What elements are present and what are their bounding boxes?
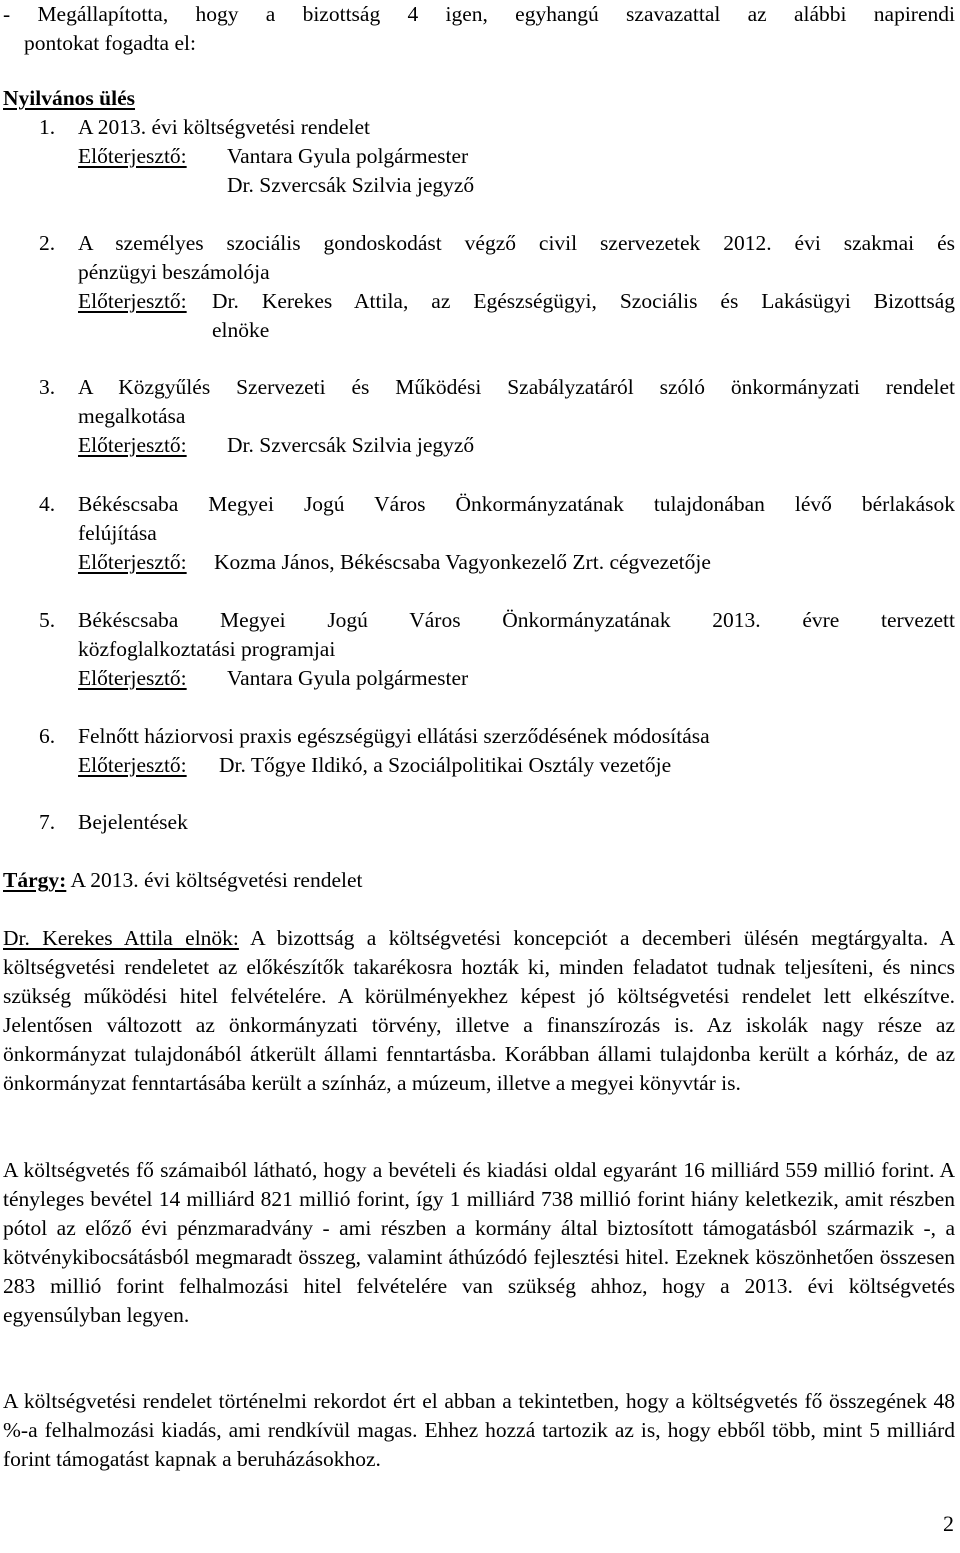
paragraph-1 bbox=[3, 924, 955, 1098]
agenda-item-4-presenter-label: Előterjesztő: bbox=[78, 550, 187, 574]
agenda-item-4-number: 4. bbox=[39, 492, 56, 516]
agenda-item-1-title: A 2013. évi költségvetési rendelet bbox=[78, 115, 370, 139]
page-number: 2 bbox=[943, 1511, 954, 1536]
agenda-item-6-number: 6. bbox=[39, 724, 56, 748]
agenda-item-3-presenter-label: Előterjesztő: bbox=[78, 433, 187, 457]
agenda-item-1-presenter-extra: Dr. Szvercsák Szilvia jegyző bbox=[227, 173, 475, 197]
paragraph-2-text: A költségvetés fő számaiból látható, hogy a bevételi és kiadási oldal egyaránt 16 milliárd 559 millió forint. A tényleges bevétel 14 milliárd 821 millió forint, így 1 milliárd 738 millió forint hiány keletkezik, amit részben pótol az előző évi pénzmaradvány - ami részben a kormány által biztosított támogatásból származik -, a kötvénykibocsátásból megmaradt összeg, valamint áthúzódó fejlesztési hitel. Ezeknek köszönhetően összesen 283 millió forint felhalmozási hitel felvételére van szükség ahhoz, hogy a 2013. évi költségvetés egyensúlyban legyen. bbox=[3, 1158, 955, 1327]
subject-label: Tárgy: bbox=[3, 868, 67, 892]
paragraph-3-text: A költségvetési rendelet történelmi rekordot ért el abban a tekintetben, hogy a költségvetés fő összegének 48 %-a felhalmozási kiadás, ami rendkívül magas. Ehhez hozzá tartozik az is, hogy ebből több, mint 5 milliárd forint támogatást kapnak a beruházásokhoz. bbox=[3, 1389, 955, 1471]
agenda-item-5-title-2: közfoglalkoztatási programjai bbox=[78, 637, 336, 661]
agenda-item-4-title-2: felújítása bbox=[78, 521, 157, 545]
paragraph-3 bbox=[3, 1387, 955, 1474]
agenda-item-2-number: 2. bbox=[39, 231, 56, 255]
intro-line-1: - Megállapította, hogy a bizottság 4 igen, egyhangú szavazattal az alábbi napirendi bbox=[3, 2, 955, 26]
agenda-item-2-presenter-extra: elnöke bbox=[212, 318, 270, 342]
agenda-item-6-title: Felnőtt háziorvosi praxis egészségügyi ellátási szerződésének módosítása bbox=[78, 724, 710, 748]
agenda-item-2-title-1: A személyes szociális gondoskodást végző civil szervezetek 2012. évi szakmai és bbox=[78, 231, 955, 255]
agenda-item-3-title-1: A Közgyűlés Szervezeti és Működési Szabályzatáról szóló önkormányzati rendelet bbox=[78, 375, 955, 399]
agenda-item-3-presenter: Dr. Szvercsák Szilvia jegyző bbox=[227, 433, 475, 457]
agenda-item-1-number: 1. bbox=[39, 115, 56, 139]
section-heading: Nyilvános ülés bbox=[3, 86, 136, 110]
agenda-item-2-presenter: Dr. Kerekes Attila, az Egészségügyi, Szociális és Lakásügyi Bizottság bbox=[212, 289, 955, 313]
paragraph-2 bbox=[3, 1156, 955, 1330]
agenda-item-5-title-1: Békéscsaba Megyei Jogú Város Önkormányzatának 2013. évre tervezett bbox=[78, 608, 955, 632]
agenda-item-7-title: Bejelentések bbox=[78, 810, 188, 834]
agenda-item-3-title-2: megalkotása bbox=[78, 404, 186, 428]
agenda-item-4-presenter: Kozma János, Békéscsaba Vagyonkezelő Zrt. cégvezetője bbox=[214, 550, 711, 574]
subject-line bbox=[3, 866, 362, 895]
agenda-item-4-title-1: Békéscsaba Megyei Jogú Város Önkormányzatának tulajdonában lévő bérlakások bbox=[78, 492, 955, 516]
subject-text: A 2013. évi költségvetési rendelet bbox=[70, 868, 363, 892]
agenda-item-3-number: 3. bbox=[39, 375, 56, 399]
agenda-item-5-presenter-label: Előterjesztő: bbox=[78, 666, 187, 690]
agenda-item-2-presenter-label: Előterjesztő: bbox=[78, 289, 187, 313]
agenda-item-6-presenter-label: Előterjesztő: bbox=[78, 753, 187, 777]
agenda-item-1-presenter: Vantara Gyula polgármester bbox=[227, 144, 469, 168]
paragraph-1-text: A bizottság a költségvetési koncepciót a decemberi ülésén megtárgyalta. A költségvetési rendeletet az előkészítők takarékosra hozták ki, minden feladatot tudnak teljesíteni, és nincs szükség működési hitel felvételére. A körülményekhez képest jó költségvetési rendelet lett elkészítve. Jelentősen változott az önkormányzati törvény, illetve a finanszírozás is. Az iskolák nagy része az önkormányzat tulajdonából átkerült állami fenntartásba. Korábban állami tulajdonba került a kórház, de az önkormányzat fenntartásába került a színház, a múzeum, illetve a megyei könyvtár is. bbox=[3, 926, 955, 1095]
agenda-item-7-number: 7. bbox=[39, 810, 56, 834]
agenda-item-5-presenter: Vantara Gyula polgármester bbox=[227, 666, 469, 690]
agenda-item-6-presenter: Dr. Tőgye Ildikó, a Szociálpolitikai Osztály vezetője bbox=[219, 753, 672, 777]
intro-line-2: pontokat fogadta el: bbox=[24, 31, 196, 55]
speaker-name: Dr. Kerekes Attila elnök: bbox=[3, 926, 239, 950]
agenda-item-1-presenter-label: Előterjesztő: bbox=[78, 144, 187, 168]
agenda-item-2-title-2: pénzügyi beszámolója bbox=[78, 260, 270, 284]
agenda-item-5-number: 5. bbox=[39, 608, 56, 632]
